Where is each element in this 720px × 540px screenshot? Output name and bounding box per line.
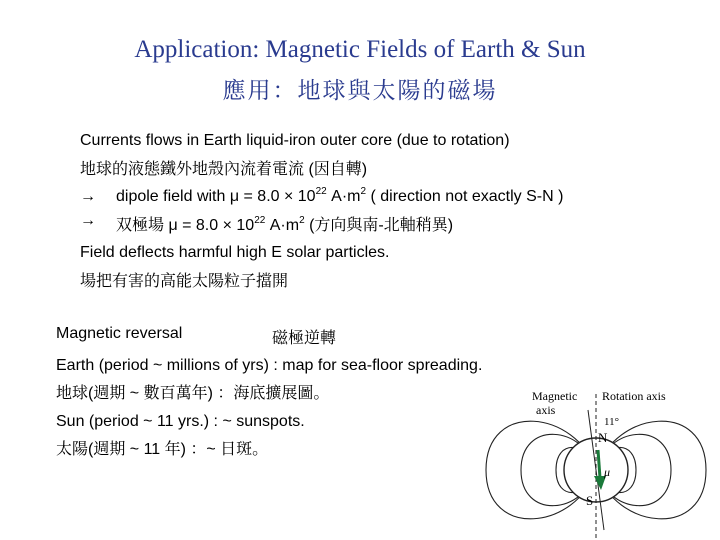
tilt-angle-label: 11° xyxy=(604,416,619,428)
magnetic-moment-arrow xyxy=(598,450,600,478)
sun-reversal-text-zh: 太陽(週期 ~ 11 年) ：~ 日斑。 xyxy=(56,441,269,458)
deflect-text: Field deflects harmful high E solar particles. xyxy=(80,244,390,261)
dipole-field-text-zh: 双極場 $\mu = 8.0 \times 10^{22}$ $A\cdot m^2$ (方向與南-北軸稍異) xyxy=(116,215,454,234)
magnetic-reversal-heading: Magnetic reversal xyxy=(56,325,183,342)
arrow-icon: → xyxy=(80,212,96,229)
earth-reversal-text: Earth (period ~ millions of yrs) : map for sea-floor spreading. xyxy=(56,357,483,374)
slide-title-chinese: 應用：地球與太陽的磁場 xyxy=(222,78,498,104)
magnetic-axis-label-2: axis xyxy=(536,403,556,417)
mu-label: μ xyxy=(604,465,611,479)
slide-title-english: Application: Magnetic Fields of Earth & Sun xyxy=(134,36,586,63)
south-pole-label: S xyxy=(586,493,594,508)
arrow-icon: → xyxy=(80,188,96,205)
magnetic-reversal-heading-zh: 磁極逆轉 xyxy=(272,330,337,347)
sun-reversal-text: Sun (period ~ 11 yrs.) : ~ sunspots. xyxy=(56,413,305,430)
core-currents-text-zh: 地球的液態鐵外地殼內流着電流 (因自轉) xyxy=(80,161,368,178)
earth-reversal-text-zh: 地球(週期 ~ 數百萬年) ：海底擴展圖。 xyxy=(56,385,330,402)
earth-magnetic-field-diagram xyxy=(476,380,716,540)
rotation-axis-label: Rotation axis xyxy=(602,389,666,403)
north-pole-label: N xyxy=(598,430,608,445)
deflect-text-zh: 場把有害的高能太陽粒子擋開 xyxy=(80,273,289,290)
core-currents-text: Currents flows in Earth liquid-iron outer core (due to rotation) xyxy=(80,132,510,149)
magnetic-axis-label: Magnetic xyxy=(532,389,578,403)
dipole-field-text: dipole field with $\mu = 8.0 \times 10^{22}$ $A\cdot m^2$ ( direction not exactly S-N ) xyxy=(116,186,564,205)
